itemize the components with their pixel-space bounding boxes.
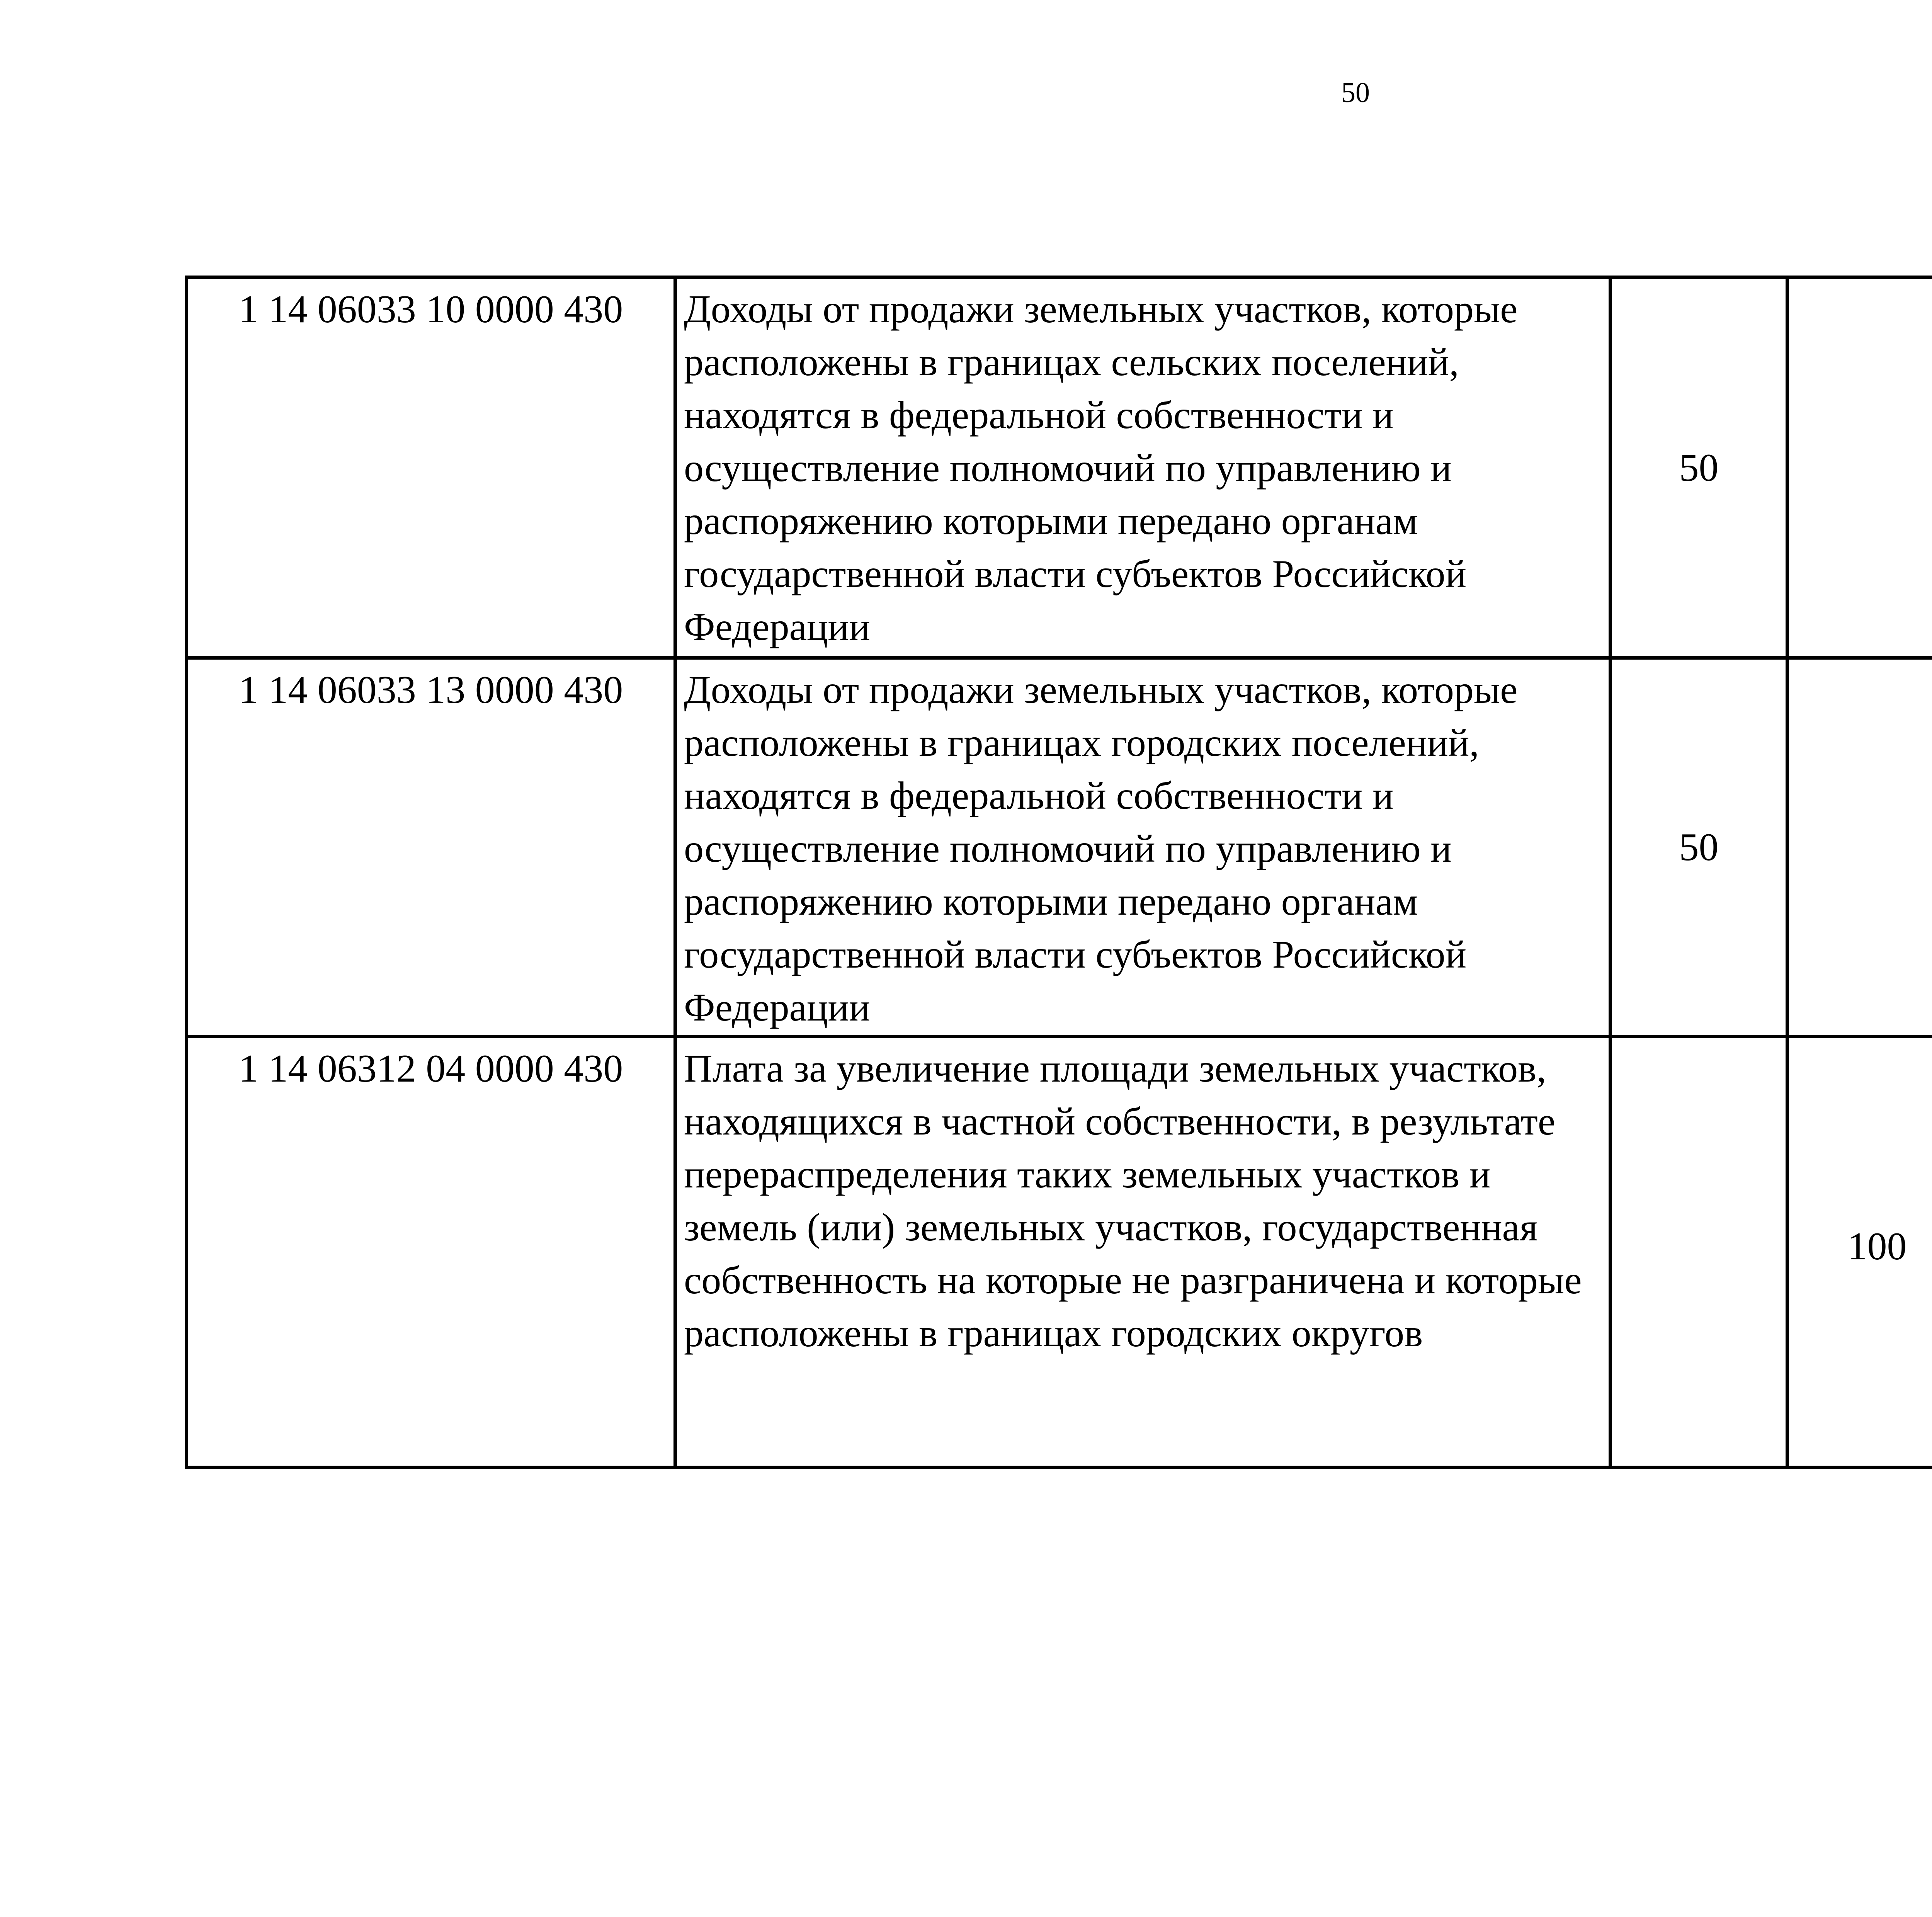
budget-code-cell: 1 14 06033 13 0000 430 <box>187 658 675 1037</box>
description-cell: Доходы от продажи земельных участков, которые расположены в границах городских поселений, находятся в федеральной собственности и осуществление полномочий по управлению и распоряжению которыми передано органам государственной власти субъектов Российской Федерации <box>675 658 1611 1037</box>
value-cell-2: 100 <box>1787 1037 1932 1468</box>
description-cell: Плата за увеличение площади земельных участков, находящихся в частной собственности, в результате перераспределения таких земельных участков и земель (или) земельных участков, государственная собственность на которые не разграничена и которые расположены в границах городских округов <box>675 1037 1611 1468</box>
value-cell-1: 50 <box>1611 277 1787 658</box>
value-cell-1 <box>1611 1037 1787 1468</box>
table-row <box>187 658 1932 1037</box>
revenue-table <box>185 276 1932 1469</box>
table-row <box>187 1037 1932 1468</box>
page-number: 50 <box>1341 77 1370 109</box>
value-cell-1: 50 <box>1611 658 1787 1037</box>
description-cell: Доходы от продажи земельных участков, которые расположены в границах сельских поселений, находятся в федеральной собственности и осуществление полномочий по управлению и распоряжению которыми передано органам государственной власти субъектов Российской Федерации <box>675 277 1611 658</box>
budget-code-cell: 1 14 06033 10 0000 430 <box>187 277 675 658</box>
value-cell-2 <box>1787 277 1932 658</box>
table-row <box>187 277 1932 658</box>
value-cell-2 <box>1787 658 1932 1037</box>
budget-code-cell: 1 14 06312 04 0000 430 <box>187 1037 675 1468</box>
